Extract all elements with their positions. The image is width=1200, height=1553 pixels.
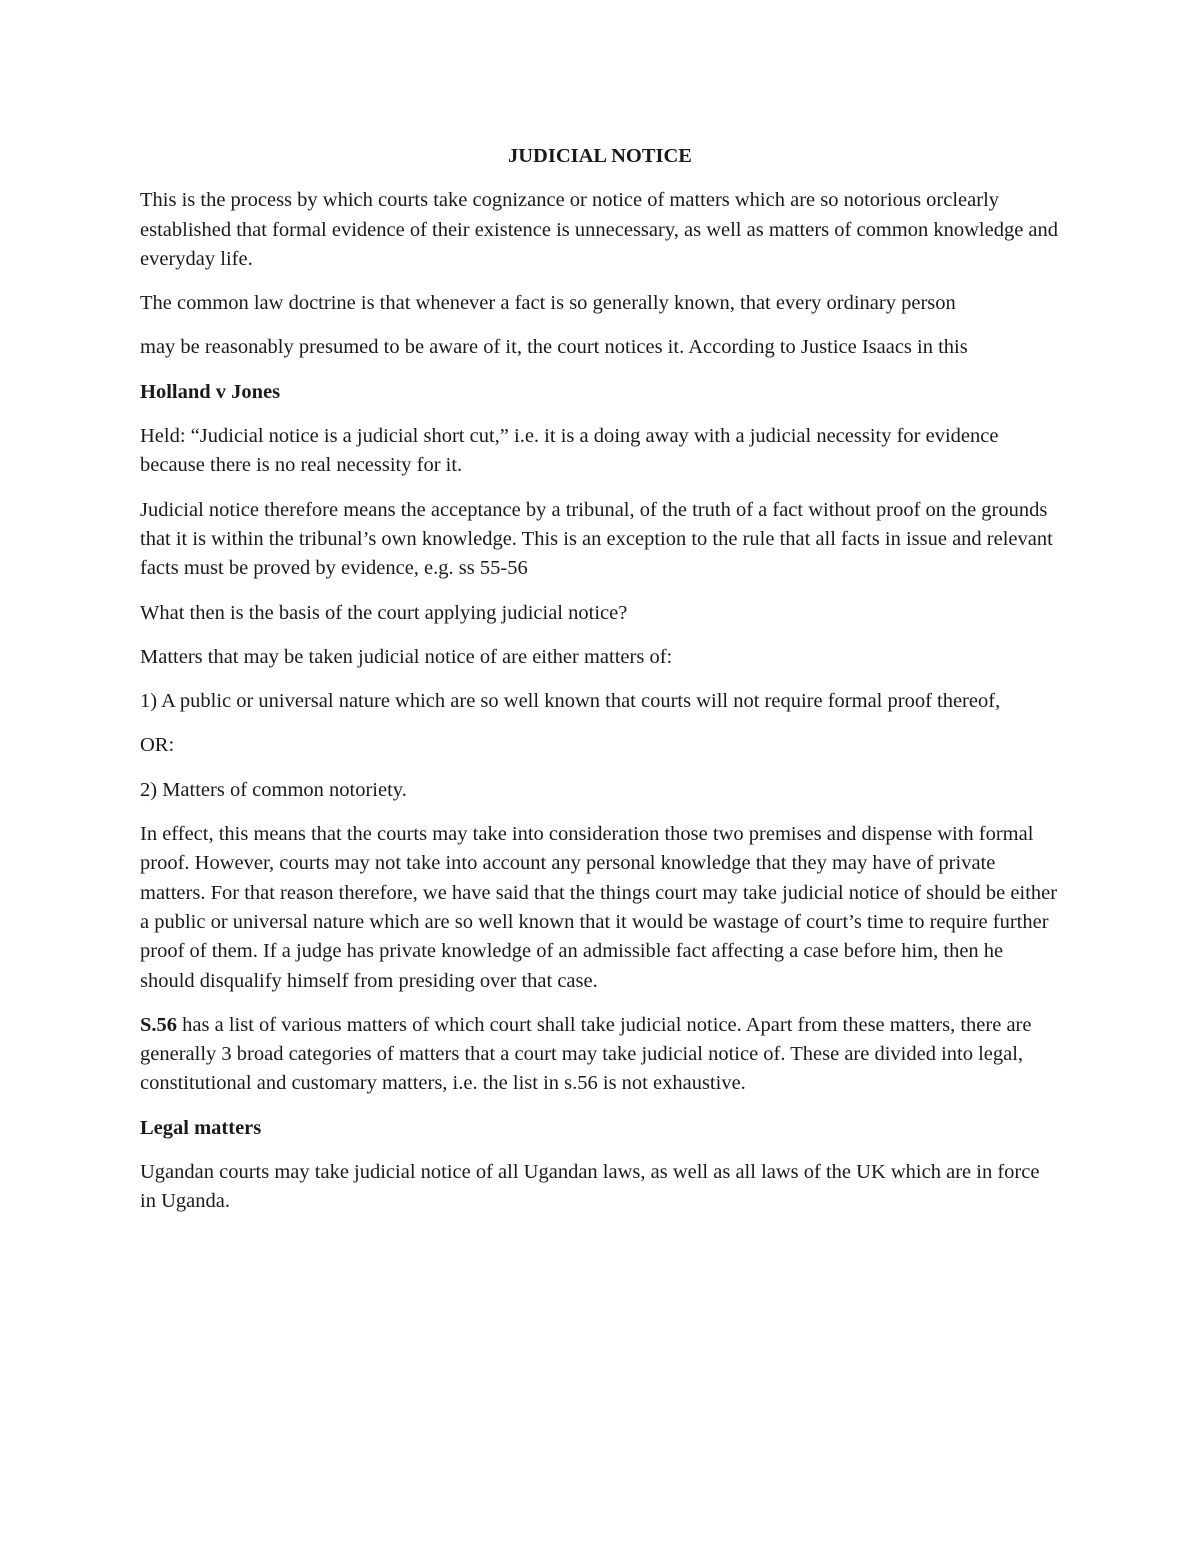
heading-legal-matters: Legal matters	[140, 1116, 262, 1139]
paragraph-meaning: Judicial notice therefore means the acceptance by a tribunal, of the truth of a fact without proof on the grounds that it is within the tribunal’s own knowledge. This is an exception to the rule that all facts in issue and relevant facts must be proved by evidence, e.g. ss 55-56	[140, 498, 1053, 580]
paragraph-in-effect: In effect, this means that the courts may take into consideration those two premises and dispense with formal proof. However, courts may not take into account any personal knowledge that they may have of private matters. For that reason therefore, we have said that the things court may take judicial notice of should be either a public or universal nature which are so well known that it would be wastage of court’s time to require further proof of them. If a judge has private knowledge of an admissible fact affecting a case before him, then he should disqualify himself from presiding over that case.	[140, 823, 1058, 992]
list-item-common-notoriety: 2) Matters of common notoriety.	[140, 778, 407, 801]
section-reference: S.56	[140, 1013, 178, 1036]
paragraph-matters-intro: Matters that may be taken judicial notice of are either matters of:	[140, 645, 673, 668]
paragraph-s56	[140, 1011, 1060, 1099]
document-page	[140, 142, 1060, 1232]
paragraph-held: Held: “Judicial notice is a judicial short cut,” i.e. it is a doing away with a judicial necessity for evidence because there is no real necessity for it.	[140, 425, 999, 477]
paragraph-definition: This is the process by which courts take cognizance or notice of matters which are so notorious orclearly established that formal evidence of their existence is unnecessary, as well as matters of common knowledge and everyday life.	[140, 189, 1059, 270]
paragraph-basis-question: What then is the basis of the court applying judicial notice?	[140, 601, 628, 624]
list-item-public-nature: 1) A public or universal nature which are so well known that courts will not require formal proof thereof,	[140, 690, 1001, 713]
document-title: JUDICIAL NOTICE	[508, 145, 692, 167]
paragraph-common-law: The common law doctrine is that whenever a fact is so generally known, that every ordinary person	[140, 292, 956, 315]
paragraph-s56-text: has a list of various matters of which court shall take judicial notice. Apart from these matters, there are generally 3 broad categories of matters that a court may take judicial notice of. These are divided into legal, constitutional and customary matters, i.e. the list in s.56 is not exhaustive.	[140, 1013, 1032, 1095]
heading-holland-v-jones: Holland v Jones	[140, 380, 281, 403]
paragraph-ugandan-courts: Ugandan courts may take judicial notice of all Ugandan laws, as well as all laws of the UK which are in force in Uganda.	[140, 1161, 1040, 1213]
paragraph-presumed: may be reasonably presumed to be aware of it, the court notices it. According to Justice Isaacs in this	[140, 336, 968, 359]
paragraph-or: OR:	[140, 734, 175, 757]
